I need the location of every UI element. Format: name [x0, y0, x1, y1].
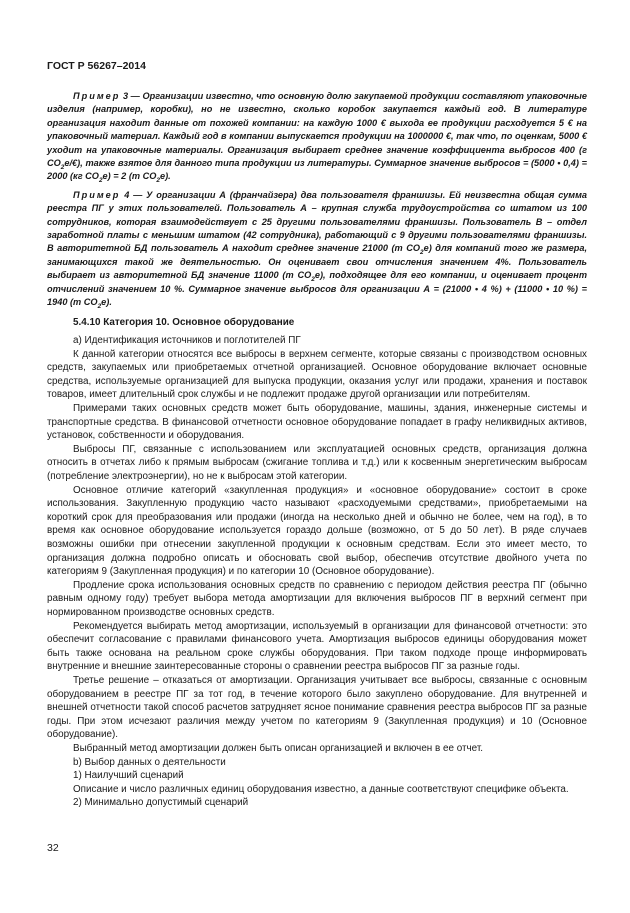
paragraph: Примерами таких основных средств может быть оборудование, машины, здания, инженерные системы и транспортные средства. В финансовой отчетности основное оборудование попадает в графу неликвидных активов, установок, собственности и оборудования. — [47, 403, 587, 442]
page-content — [47, 90, 587, 810]
subscript: 2 — [60, 163, 65, 171]
example-number: 3 — [122, 91, 129, 101]
paragraph: Описание и число различных единиц оборудования известно, а данные соответствуют специфике объекта. — [73, 783, 569, 795]
document-header: ГОСТ Р 56267–2014 — [47, 60, 146, 72]
example-text: е) для компаний того же размера, занимающихся такой же деятельностью. Он оценивает свои отчисления значением 4%. Пользователь выбирает из авторитетной БД значение 11000 (т CO — [47, 243, 587, 281]
paragraph: Выбранный метод амортизации должен быть описан организацией и включен в ее отчет. — [73, 742, 484, 754]
example-text: — У организации А (франчайзера) два пользователя франшизы. Ей неизвестна общая сумма реестра ПГ у этих пользователей. Пользователь А – крупная служба трудоустройства со штатом из 100 сотрудников, которая взаимодействует с 25 другими пользователями франшизы. Пользователь В – отдел заработной платы с меньшим штатом (42 сотрудника), работающий с 9 другими пользователями франшизы. В авторитетной БД пользователь А находит среднее значение 21000 (т CO — [47, 189, 587, 254]
section-title: 5.4.10 Категория 10. Основное оборудование — [73, 316, 295, 328]
paragraph: Выбросы ПГ, связанные с использованием или эксплуатацией основных средств, организация должна относить в отчетах либо к прямым выбросам (сжигание топлива и т.д.) или к косвенным энергетическим выбросам (потребление электроэнергии), но не к выбросам этой категории. — [47, 443, 587, 483]
paragraph: 1) Наилучший сценарий — [73, 770, 184, 782]
subscript: 2 — [420, 249, 424, 257]
example-text: е). — [160, 171, 171, 182]
subscript: 2 — [97, 302, 102, 310]
example-text: е), подходящее для его компании, и оценивает процент отчислений значением 10 %. Суммарное значение выбросов для организации А = (21000 • 4 %) + (11000 • 10 %) = 1940 (т CO — [47, 270, 587, 308]
paragraph: К данной категории относятся все выбросы в верхнем сегменте, которые связаны с производством основных средств, закупаемых или приобретаемых отчетной организацией. Основное оборудование включает основные средства, используемые организацией для выпуска продукции, оказания услуг или продажи, хранения и поставок товаров, имеет длительный срок службы и не подлежит продаже другой организации или потребителям. — [47, 348, 587, 401]
example-text: е/€), также взятое для данного типа продукции из литературы. Суммарное значение выбросов = (5000 • 0,4) = 2000 (кг CO — [47, 158, 587, 182]
page-number: 32 — [47, 842, 59, 854]
paragraph: 2) Минимально допустимый сценарий — [73, 797, 249, 809]
example-label: Пример — [73, 189, 121, 200]
paragraph: Третье решение – отказаться от амортизации. Организация учитывает все выбросы, связанные с основным оборудованием в реестре ПГ за тот год, в течение которого было закуплено оборудование. Для внутренней и внешней отчетности такой способ расчетов затрудняет ясное понимание сравнения реестра выбросов ПГ за разные годы. При этом исчезают различия между учетом по категориям 9 (Закупленная продукция) и 10 (Основное оборудование). — [47, 674, 587, 741]
subscript: 2 — [311, 276, 315, 284]
example-label: Пример — [73, 91, 121, 101]
subscript: 2 — [156, 177, 161, 185]
paragraph: b) Выбор данных о деятельности — [73, 756, 226, 768]
example-4 — [47, 189, 587, 310]
paragraph: Основное отличие категорий «закупленная продукция» и «основное оборудование» состоит в сроке использования. Закупленную продукцию часто называют «расходуемыми средствами», приобретаемыми на короткий срок для преобразования или продажи (иногда на несколько дней и обычно не более, чем на год), в то время как основное оборудование используется гораздо дольше (возможно, от 5 до 50 лет). В ряде случаев возможны ошибки при отнесении закупленной продукции к основным средствам. Если это имеет место, то организация должна подробно описать и обосновать свой выбор, обеспечив отсутствие двойного учета по категориям 9 (Закупленная продукция) и по категории 10 (Основное оборудование). — [47, 484, 587, 578]
example-number: 4 — [124, 189, 130, 200]
paragraph: а) Идентификация источников и поглотителей ПГ — [73, 335, 301, 347]
paragraph: Продление срока использования основных средств по сравнению с периодом действия реестра ПГ (обычно равным одному году) требует выбора метода амортизации для включения выбросов ПГ в верхний сегмент при нормированном производстве основных средств. — [47, 579, 587, 618]
example-text: е). — [101, 297, 112, 308]
paragraph: Рекомендуется выбирать метод амортизации, используемый в организации для финансовой отчетности: это обеспечит согласование с правилами финансового учета. Амортизация выбросов единицы оборудования может быть также основана на реальном сроке службы оборудования. При таком подходе проще информировать внутренние и внешние заинтересованные стороны о сравнении реестра выбросов ПГ за разные годы. — [47, 620, 587, 673]
example-3 — [47, 90, 587, 184]
example-text: — Организации известно, что основную долю закупаемой продукции составляют упаковочные изделия (например, коробки), но не известно, сколько коробок закупается каждый год. В литературе организация находит данные от похожей компании: на каждую 1000 € выхода ее продукции расходуется 5 € на упаковочный материал. Каждый год в компании выпускается продукции на 1000000 €, так что, по оценкам, 5000 € уходит на упаковочные материалы. Организация выбирает среднее значение коэффициента выбросов 400 (г CO — [47, 91, 587, 169]
example-text: е) = 2 (т CO — [102, 171, 157, 182]
subscript: 2 — [98, 177, 103, 185]
